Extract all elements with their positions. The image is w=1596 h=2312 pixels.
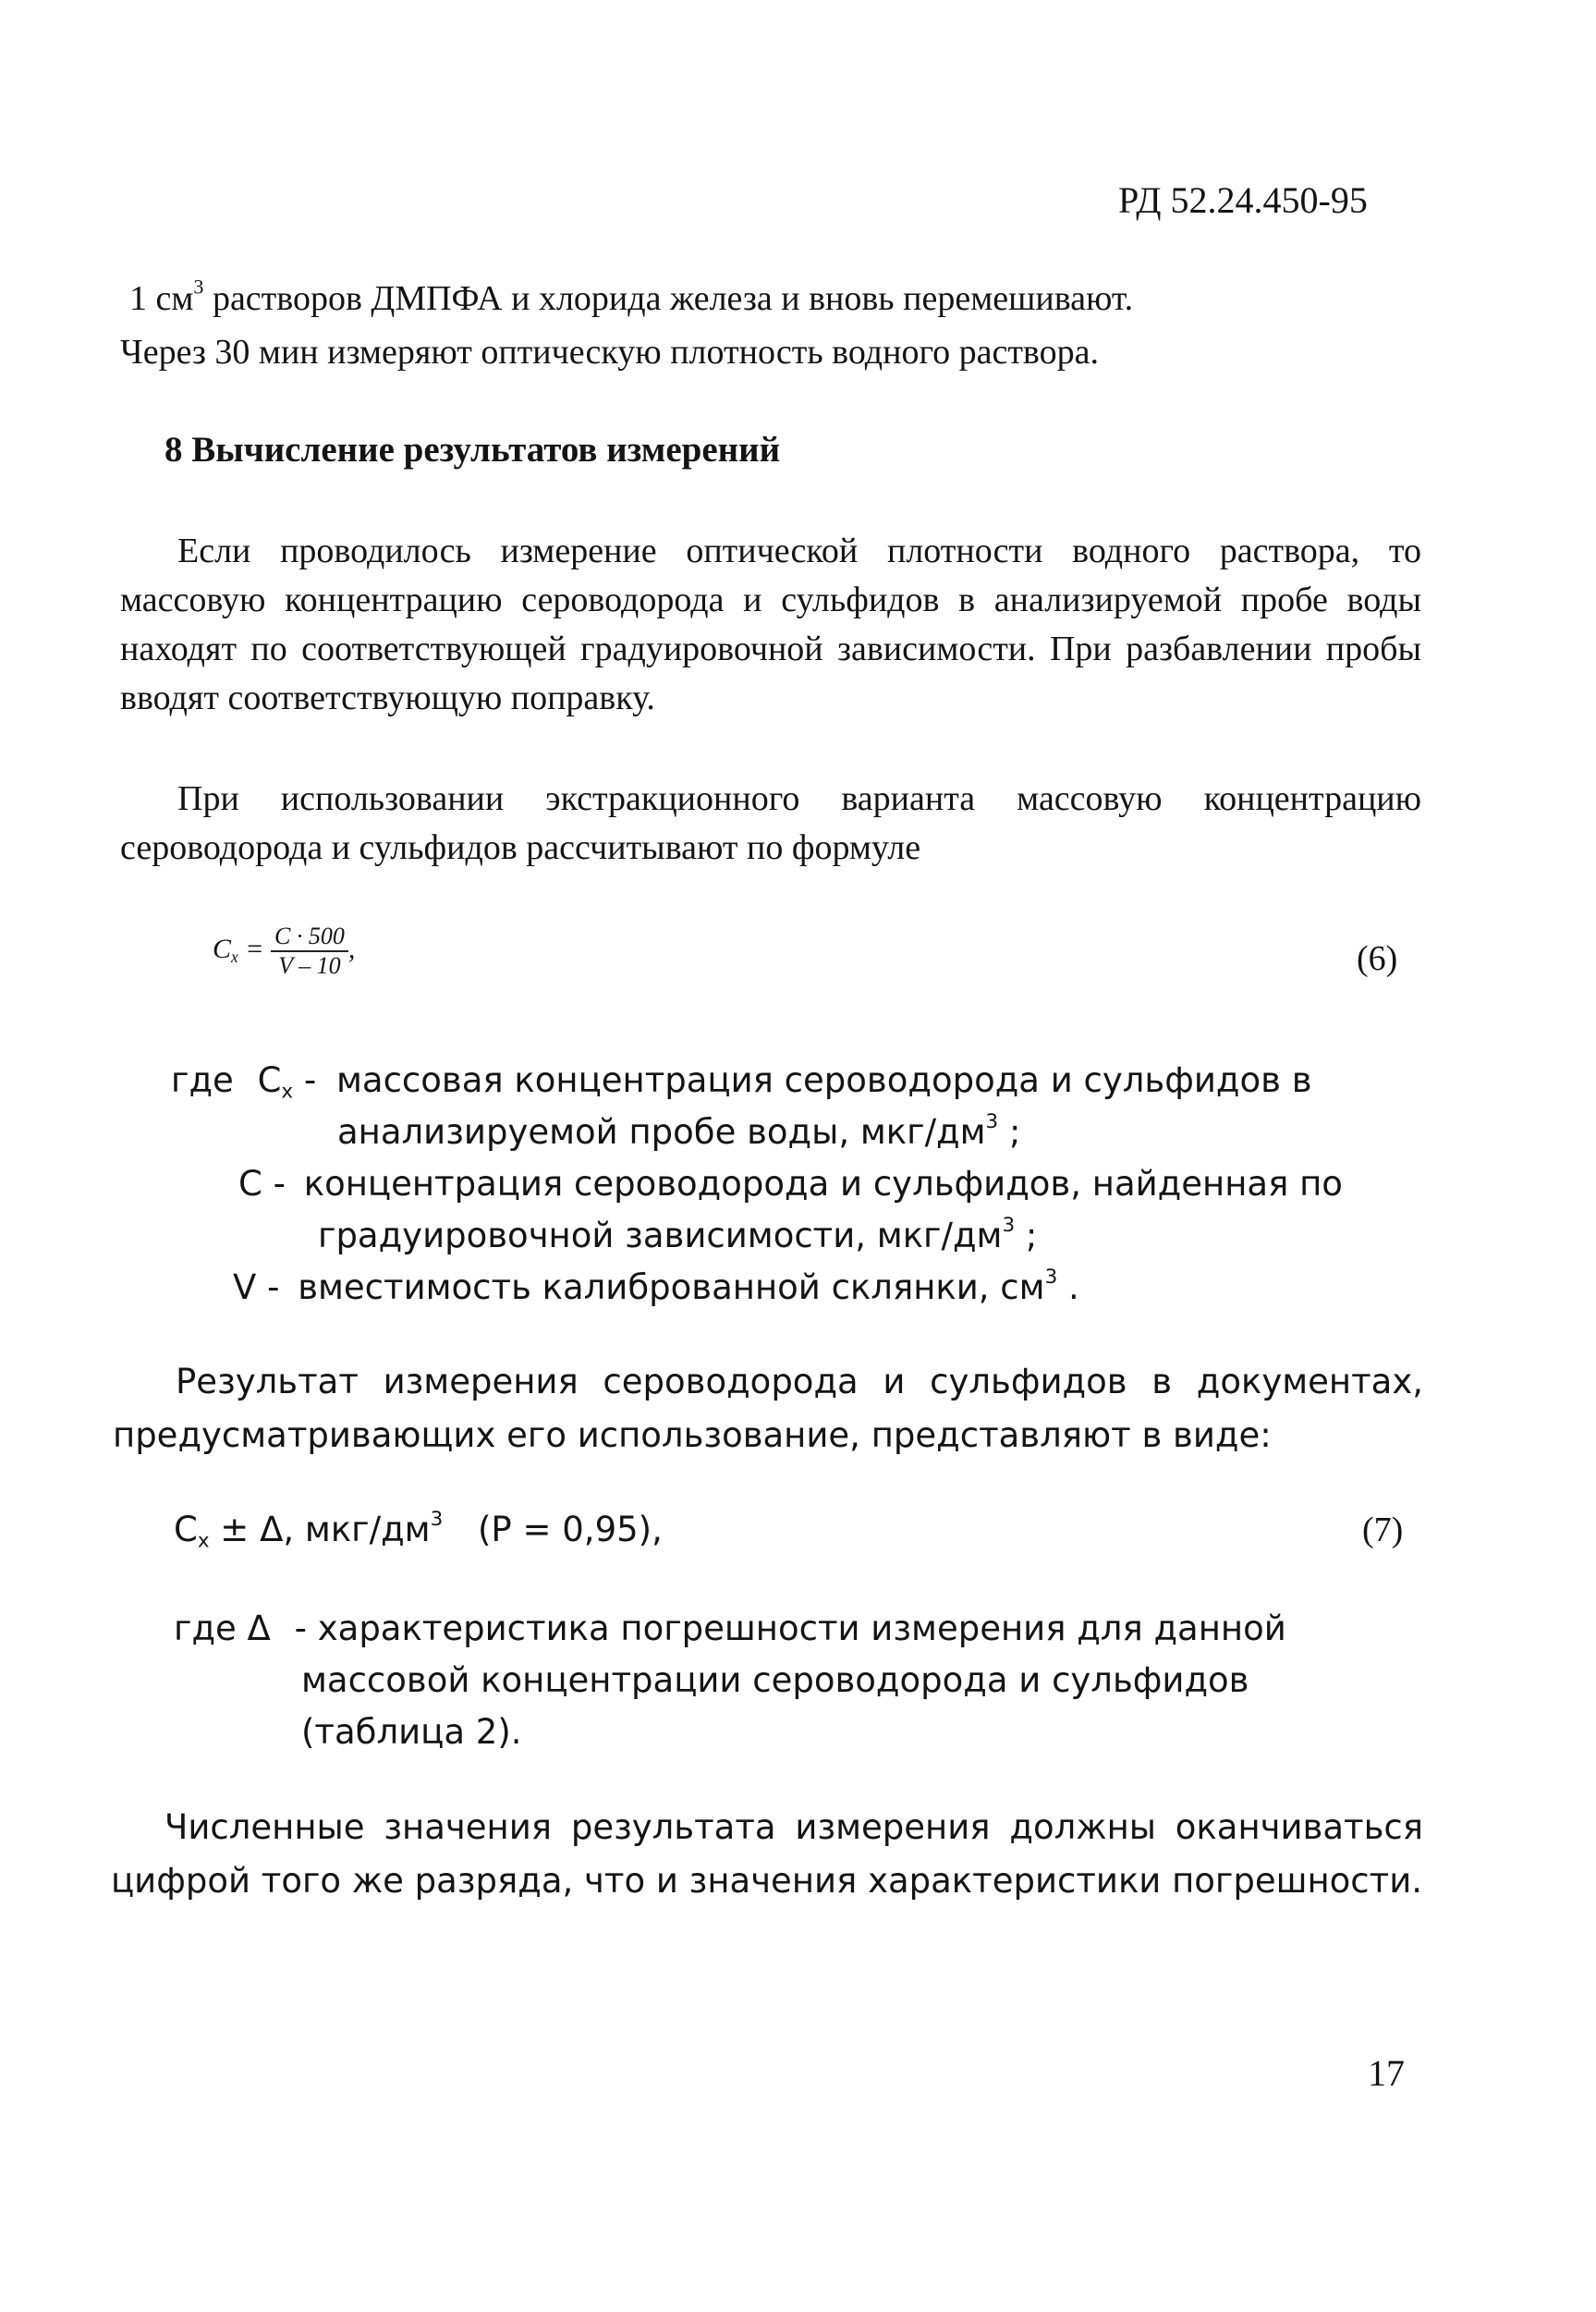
formula-6-lhs-subscript: x [231, 948, 238, 967]
formula-7-number: (7) [1362, 1511, 1404, 1549]
cx-definition-end: ; [998, 1112, 1021, 1152]
delta-definition: характеристика погрешности измерения для данной [317, 1609, 1286, 1648]
v-unit-exponent: 3 [1044, 1265, 1058, 1289]
intro-line-1-text: растворов ДМПФА и хлорида железа и вновь перемешивают. [203, 279, 1134, 318]
definition-v-line [233, 1263, 1079, 1313]
definition-delta-line-2: массовой концентрации сероводорода и сульфидов [301, 1660, 1249, 1700]
intro-unit-exponent: 3 [193, 275, 204, 299]
section-title: 8 Вычисление результатов измерений [164, 430, 781, 470]
paragraph-1: Если проводилось измерение оптической плотности водного раствора, то массовую концентрацию сероводорода и сульфидов в анализируемой пробе воды находят по соответствующей градуировочной зависимости. При разбавлении пробы вводят соответствующую поправку. [120, 532, 1421, 717]
formula-7-unit-exponent: 3 [430, 1507, 444, 1531]
formula-7-condition: (Р = 0,95), [478, 1510, 663, 1549]
paragraph-3: Результат измерения сероводорода и сульфидов в документах, предусматривающих его использование, представляют в виде: [113, 1362, 1423, 1455]
cx-definition-cont: анализируемой пробе воды, мкг/дм [337, 1112, 986, 1152]
c-definition-end: ; [1015, 1216, 1038, 1255]
formula-6-comma: , [347, 933, 356, 964]
formula-6-denominator: V – 10 [278, 952, 341, 979]
intro-line-2: Через 30 мин измеряют оптическую плотность водного раствора. [120, 333, 1099, 372]
formula-6-fraction [271, 923, 348, 980]
page-number: 17 [1368, 2052, 1405, 2094]
definition-cx-line-2 [337, 1107, 1020, 1157]
c-unit-exponent: 3 [1002, 1213, 1016, 1237]
formula-6-number: (6) [1357, 939, 1398, 978]
formula-6-lhs: C [213, 933, 232, 964]
where-word: где [171, 1060, 234, 1100]
c-definition: концентрация сероводорода и сульфидов, найденная по [303, 1164, 1343, 1204]
cx-dash: - [293, 1060, 317, 1100]
definition-c-line-2 [318, 1211, 1037, 1261]
v-definition: вместимость калиброванной склянки, см [298, 1267, 1045, 1307]
v-symbol: V - [233, 1267, 280, 1307]
formula-7 [174, 1505, 663, 1555]
v-definition-end: . [1057, 1267, 1079, 1307]
formula-7-lhs: C [174, 1510, 198, 1549]
c-definition-cont: градуировочной зависимости, мкг/дм [318, 1216, 1003, 1255]
delta-where: где Δ [174, 1609, 271, 1648]
definition-c-line-1 [238, 1159, 1343, 1209]
paragraph-2: При использовании экстракционного варианта массовую концентрацию сероводорода и сульфидов рассчитывают по формуле [120, 779, 1421, 867]
document-code: РД 52.24.450-95 [1118, 179, 1368, 221]
formula-6 [213, 923, 355, 980]
paragraph-4: Численные значения результата измерения должны оканчиваться цифрой того же разряда, что и значения характеристики погрешности. [111, 1807, 1423, 1901]
intro-line-1 [129, 274, 1133, 324]
cx-symbol-subscript: x [281, 1080, 294, 1104]
c-symbol: C - [238, 1164, 286, 1204]
intro-unit: 1 см [129, 279, 194, 318]
formula-6-numerator: C · 500 [271, 923, 348, 952]
definition-delta-line-3: (таблица 2). [301, 1712, 522, 1752]
cx-unit-exponent: 3 [985, 1109, 999, 1133]
formula-6-equals: = [238, 933, 271, 964]
cx-definition: массовая концентрация сероводорода и сульфидов в [336, 1060, 1312, 1100]
definition-cx-line-1 [171, 1056, 1312, 1106]
definition-delta-line-1 [174, 1603, 1286, 1655]
formula-7-expression: ± Δ, мкг/дм [209, 1510, 431, 1549]
formula-7-lhs-subscript: x [197, 1529, 210, 1553]
delta-dash: - [294, 1609, 307, 1648]
cx-symbol: C [257, 1060, 282, 1100]
